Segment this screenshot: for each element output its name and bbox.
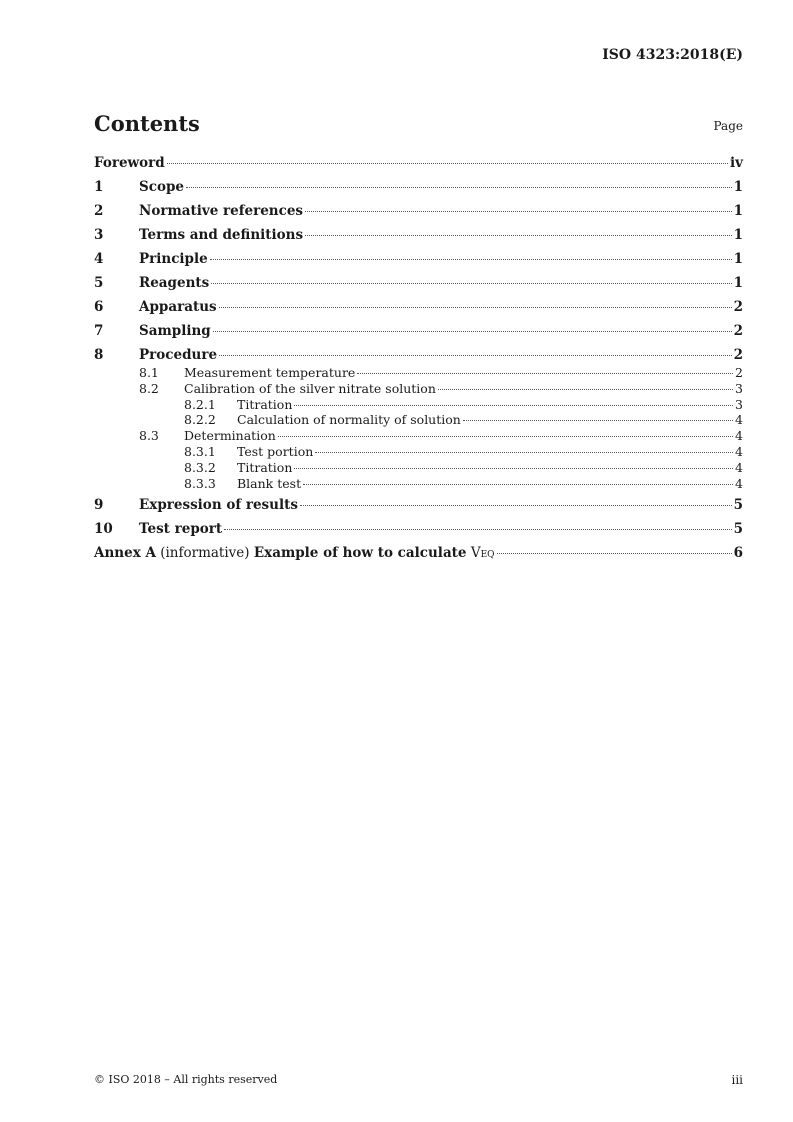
dot-leader [300,505,732,506]
toc-page: 4 [735,459,743,475]
dot-leader [219,307,732,308]
toc-label: Terms and definitions [139,227,304,243]
toc-entry[interactable] [94,203,743,221]
dot-leader [219,355,732,356]
toc-number: 8.2 [139,380,159,396]
annex-prefix: Annex A [94,545,156,562]
toc-number: 9 [94,497,104,514]
toc-number: 8 [94,347,104,363]
toc-subentry[interactable] [94,365,743,381]
page-column-label: Page [713,119,743,133]
toc-entry-foreword[interactable] [94,155,743,173]
toc-label: Foreword [94,155,165,171]
dot-leader [438,389,733,390]
toc-page: 1 [733,203,743,219]
toc-label: Titration [237,396,293,412]
dot-leader [294,468,733,469]
toc-label: Determination [184,428,276,444]
toc-entry[interactable] [94,497,743,515]
annex-informative: (informative) [160,545,250,562]
toc-number: 7 [94,323,104,339]
dot-leader [213,331,732,332]
toc-page: 2 [733,323,743,339]
toc-subsubentry[interactable] [94,460,743,476]
toc-page: 5 [733,497,743,514]
dot-leader [305,211,732,212]
dot-leader [167,163,728,164]
dot-leader [357,373,733,374]
toc-number: 4 [94,251,104,267]
toc-number: 5 [94,275,104,291]
toc-number: 8.1 [139,365,159,380]
toc-subentry[interactable] [94,381,743,397]
dot-leader [186,187,732,188]
toc-number: 10 [94,521,113,538]
toc-label: Expression of results [139,497,298,514]
toc-page: 2 [735,365,743,380]
toc-entry[interactable] [94,299,743,317]
toc-page: 1 [733,227,743,243]
toc-page: 4 [735,428,743,444]
toc-page: 3 [735,380,743,396]
toc-page: 1 [733,179,743,195]
footer-page-number: iii [731,1073,743,1087]
table-of-contents [94,155,743,563]
toc-number: 3 [94,227,104,243]
toc-entry[interactable] [94,179,743,197]
footer-copyright: © ISO 2018 – All rights reserved [94,1073,278,1086]
toc-label: Sampling [139,323,211,339]
dot-leader [463,420,733,421]
dot-leader [294,405,733,406]
toc-number: 6 [94,299,104,315]
toc-number: 8.3.2 [184,459,216,475]
toc-label: Titration [237,459,293,475]
toc-entry[interactable] [94,275,743,293]
dot-leader [210,259,732,260]
dot-leader [211,283,731,284]
toc-entry-annex-a[interactable] [94,545,743,563]
toc-page: 5 [733,521,743,538]
toc-page: 4 [735,412,743,428]
toc-number: 2 [94,203,104,219]
toc-page: iv [730,155,743,171]
toc-label: Test report [139,521,223,538]
toc-label: Calculation of normality of solution [237,412,461,428]
toc-subsubentry[interactable] [94,397,743,413]
dot-leader [315,452,733,453]
toc-label: Procedure [139,347,218,363]
contents-title: Contents [94,111,200,136]
toc-label: Scope [139,179,185,195]
toc-page: 1 [733,251,743,267]
toc-entry[interactable] [94,251,743,269]
toc-entry[interactable] [94,347,743,365]
annex-variable: V [470,545,481,562]
toc-label: Test portion [237,443,314,459]
toc-subsubentry[interactable] [94,444,743,460]
document-id: ISO 4323:2018(E) [602,47,743,63]
toc-number: 8.2.1 [184,396,216,412]
toc-number: 1 [94,179,104,195]
toc-page: 2 [733,347,743,363]
dot-leader [278,436,733,437]
toc-page: 3 [735,396,743,412]
dot-leader [497,553,732,554]
toc-label: Apparatus [139,299,217,315]
toc-page: 1 [733,275,743,291]
toc-label: Blank test [237,475,302,491]
annex-subscript: EQ [480,550,495,561]
toc-number: 8.3 [139,428,159,444]
toc-label: Normative references [139,203,304,219]
dot-leader [224,529,731,530]
toc-entry[interactable] [94,521,743,539]
toc-subentry[interactable] [94,428,743,444]
toc-subsubentry[interactable] [94,476,743,492]
toc-label: Reagents [139,275,210,291]
toc-subsubentry[interactable] [94,412,743,428]
toc-page: 4 [735,475,743,491]
toc-number: 8.2.2 [184,412,216,428]
dot-leader [303,484,733,485]
toc-label: Calibration of the silver nitrate solution [184,380,436,396]
toc-number: 8.3.3 [184,475,216,491]
toc-number: 8.3.1 [184,443,216,459]
toc-page: 6 [733,545,743,562]
toc-label: Principle [139,251,208,267]
dot-leader [305,235,732,236]
toc-page: 4 [735,443,743,459]
toc-entry[interactable] [94,323,743,341]
toc-label: Measurement temperature [184,365,356,380]
annex-title: Example of how to calculate [253,545,467,562]
toc-entry[interactable] [94,227,743,245]
toc-page: 2 [733,299,743,315]
